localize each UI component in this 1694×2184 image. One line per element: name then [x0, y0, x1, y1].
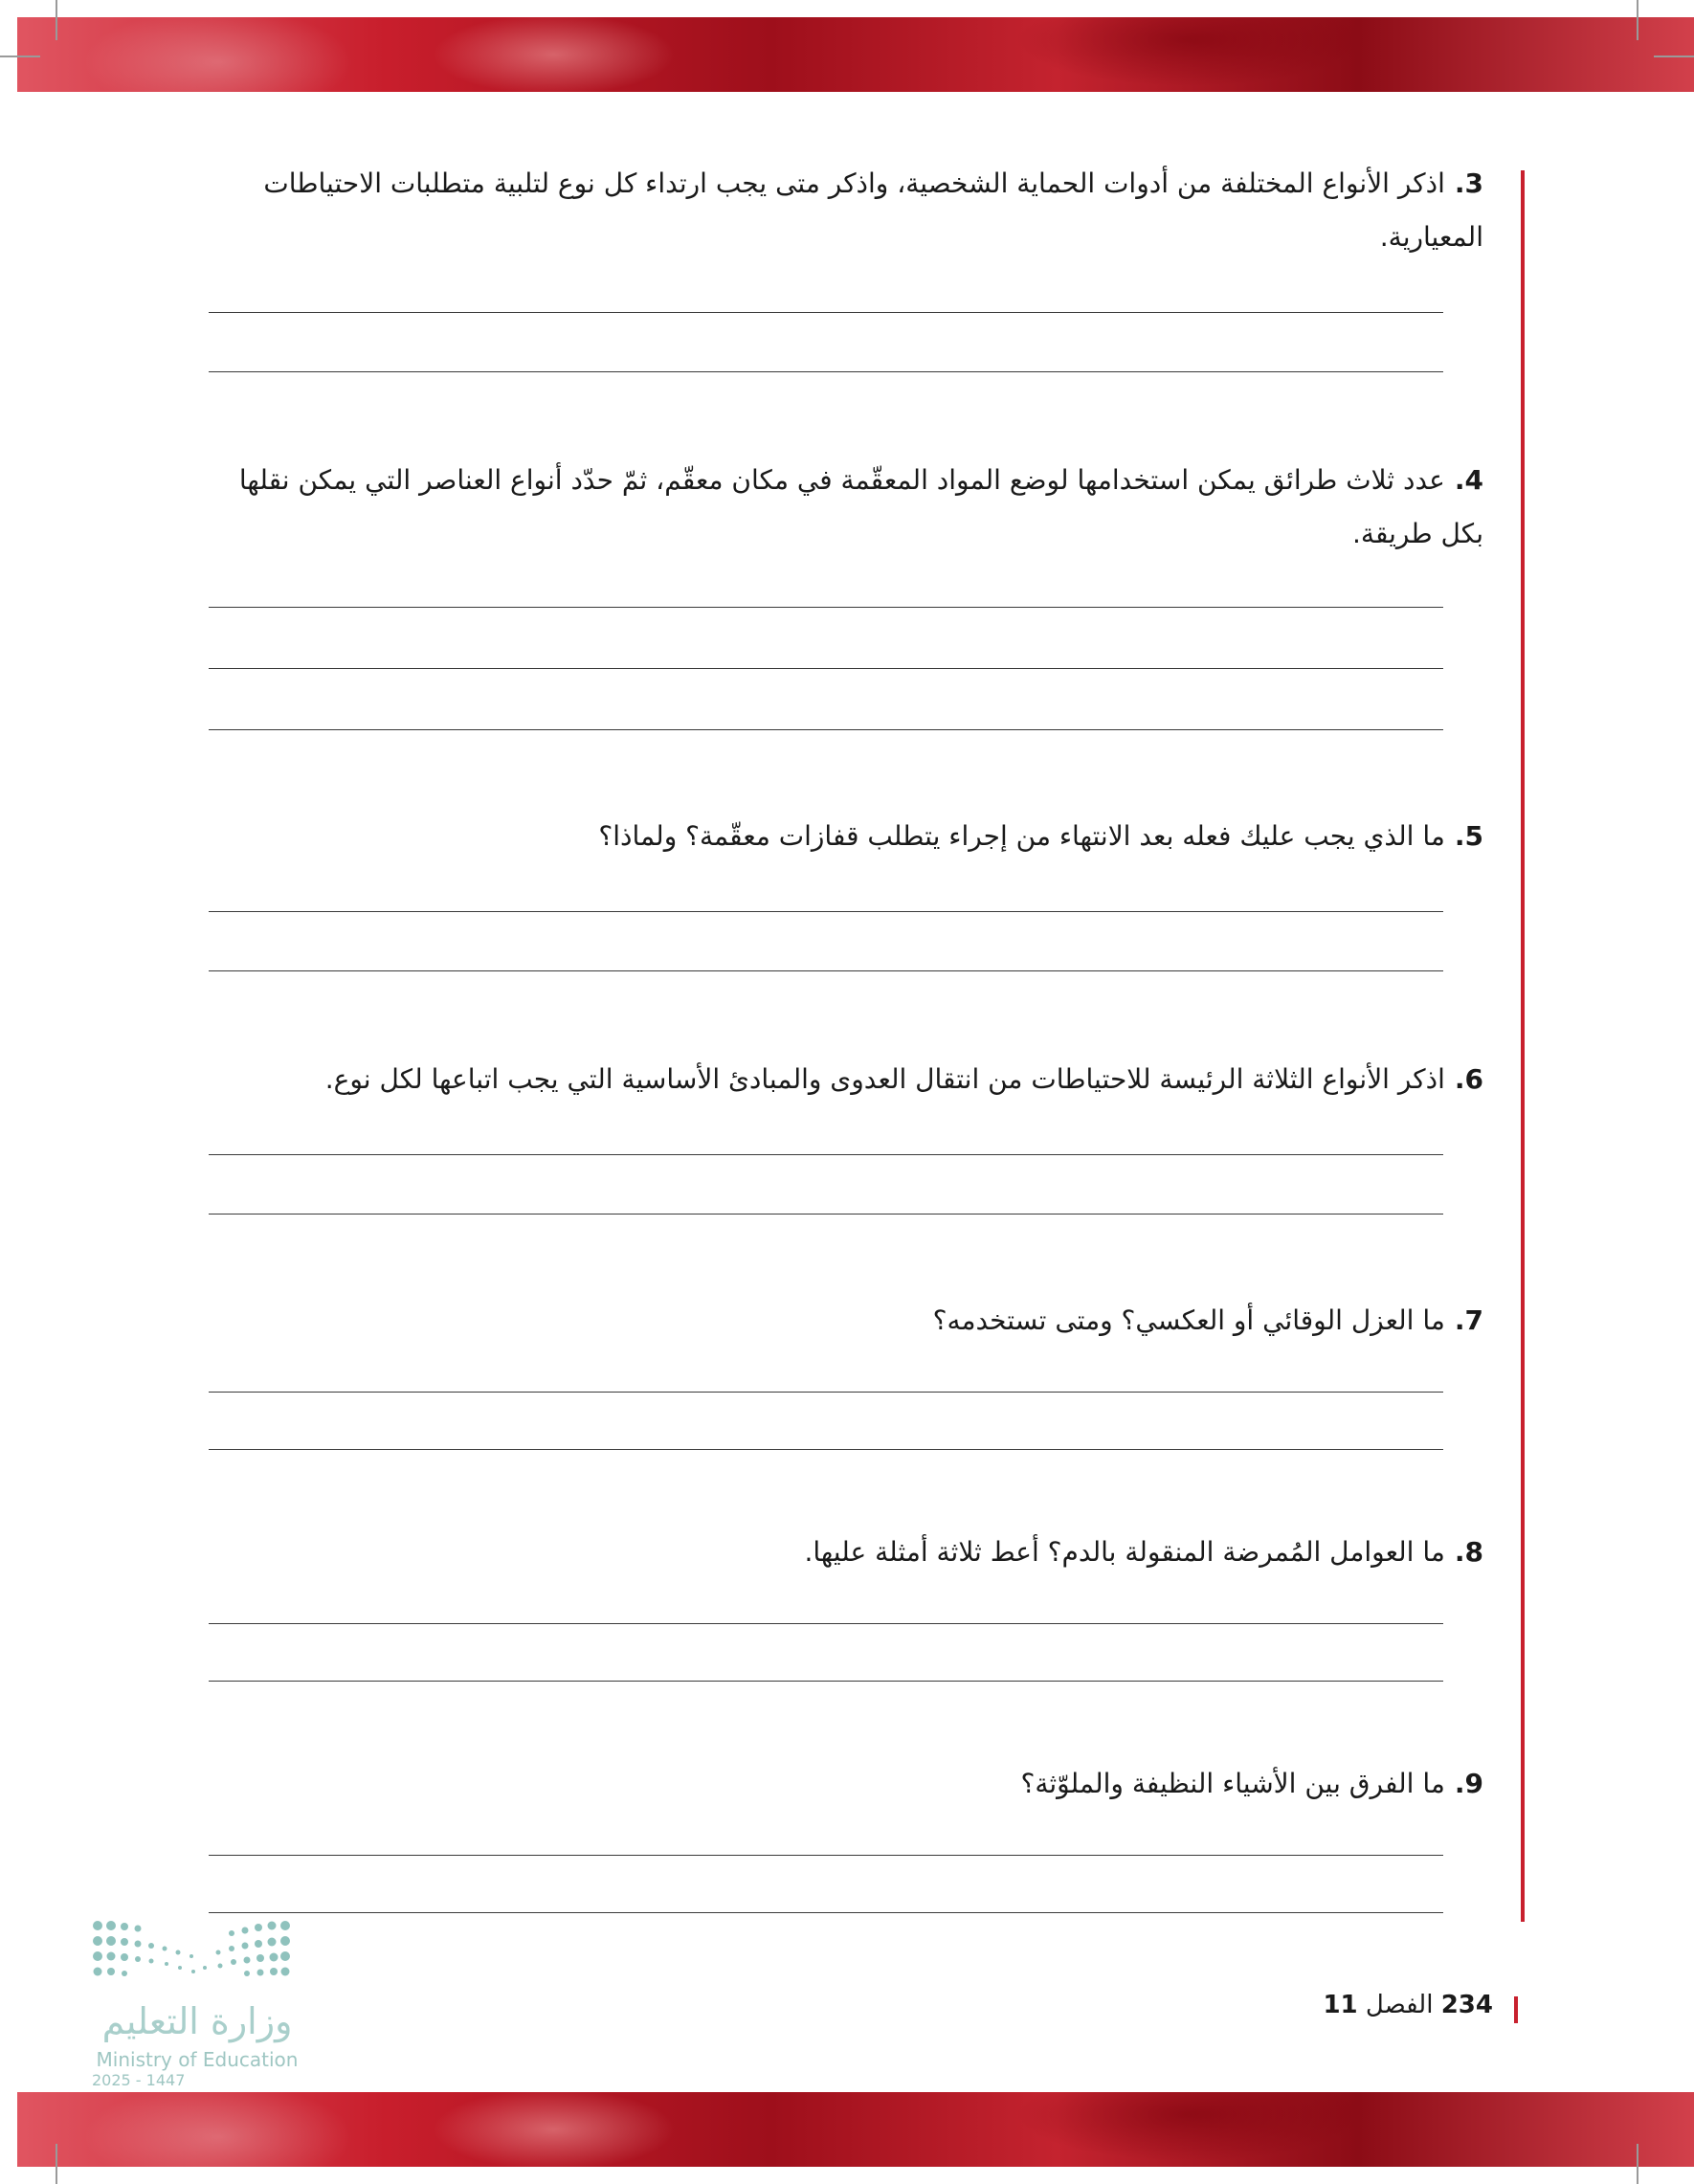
question-text: عدد ثلاث طرائق يمكن استخدامها لوضع المواد المعقّمة في مكان معقّم، ثمّ حدّد أنواع العناصر التي يمكن نقلها بكل طريقة.: [238, 464, 1483, 549]
question-number: 5.: [1454, 820, 1483, 852]
crop-mark: [1637, 2144, 1638, 2184]
crop-mark: [0, 56, 40, 57]
chapter-label: الفصل: [1365, 1991, 1434, 2019]
question-text: ما العزل الوقائي أو العكسي؟ ومتى تستخدمه؟: [932, 1304, 1445, 1336]
answer-line[interactable]: [209, 668, 1443, 669]
answer-line[interactable]: [209, 911, 1443, 912]
crop-mark: [1654, 56, 1694, 57]
answer-line[interactable]: [209, 371, 1443, 372]
ministry-name-english: Ministry of Education: [96, 2048, 299, 2071]
answer-line[interactable]: [209, 607, 1443, 608]
footer-accent-bar: [1514, 1996, 1518, 2023]
answer-line[interactable]: [209, 1855, 1443, 1856]
question-text: اذكر الأنواع المختلفة من أدوات الحماية الشخصية، واذكر متى يجب ارتداء كل نوع لتلبية متطلبات الاحتياطات المعيارية.: [263, 167, 1483, 253]
question-4: [201, 454, 1483, 561]
answer-line[interactable]: [209, 1681, 1443, 1682]
answer-line[interactable]: [209, 970, 1443, 971]
question-8: [201, 1526, 1483, 1579]
page-footer: [1244, 1991, 1493, 2019]
question-text: ما العوامل المُمرضة المنقولة بالدم؟ أعط ثلاثة أمثلة عليها.: [804, 1536, 1445, 1568]
crop-mark: [1637, 0, 1638, 40]
question-number: 6.: [1454, 1063, 1483, 1095]
question-text: ما الفرق بين الأشياء النظيفة والملوّثة؟: [1020, 1768, 1445, 1799]
answer-line[interactable]: [209, 312, 1443, 313]
page-number: 234: [1440, 1991, 1493, 2019]
question-number: 9.: [1454, 1768, 1483, 1799]
question-number: 3.: [1454, 167, 1483, 199]
answer-line[interactable]: [209, 1623, 1443, 1624]
question-6: [201, 1053, 1483, 1106]
chapter-number: 11: [1323, 1991, 1358, 2019]
answer-line[interactable]: [209, 1154, 1443, 1155]
answer-line[interactable]: [209, 1449, 1443, 1450]
answer-line[interactable]: [209, 1214, 1443, 1215]
question-number: 7.: [1454, 1304, 1483, 1336]
bottom-banner: [17, 2092, 1694, 2167]
question-number: 4.: [1454, 464, 1483, 496]
answer-line[interactable]: [209, 729, 1443, 730]
crop-mark: [56, 2144, 57, 2184]
ministry-name-arabic: وزارة التعليم: [101, 2000, 293, 2042]
answer-line[interactable]: [209, 1392, 1443, 1393]
top-banner: [17, 17, 1694, 92]
margin-rule: [1521, 170, 1525, 1922]
question-9: [201, 1757, 1483, 1811]
question-7: [201, 1294, 1483, 1348]
question-5: [201, 810, 1483, 863]
answer-line[interactable]: [209, 1912, 1443, 1913]
question-text: ما الذي يجب عليك فعله بعد الانتهاء من إجراء يتطلب قفازات معقّمة؟ ولماذا؟: [598, 820, 1445, 852]
crop-mark: [56, 0, 57, 40]
question-text: اذكر الأنواع الثلاثة الرئيسة للاحتياطات من انتقال العدوى والمبادئ الأساسية التي يجب اتباعها لكل نوع.: [324, 1063, 1445, 1095]
ministry-year: 2025 - 1447: [92, 2071, 186, 2089]
question-number: 8.: [1454, 1536, 1483, 1568]
question-3: [201, 157, 1483, 264]
